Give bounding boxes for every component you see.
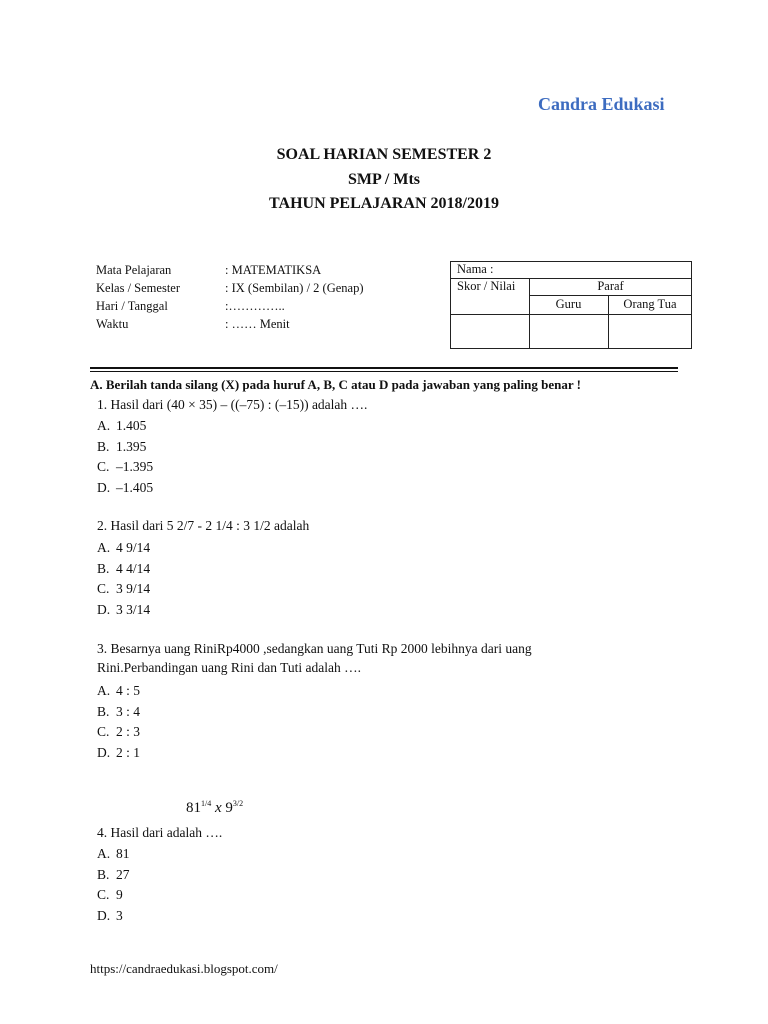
q2-option-a: A. 4 9/14 [97,540,151,555]
info-value-class: : IX (Sembilan) / 2 (Genap) [225,281,364,295]
info-value-date: :………….. [225,299,285,313]
info-label-subject: Mata Pelajaran [96,263,172,277]
question-2: 2. Hasil dari 5 2/7 - 2 1/4 : 3 1/2 adalah [97,518,310,533]
info-label-date: Hari / Tanggal [96,299,168,313]
doc-title: SOAL HARIAN SEMESTER 2 [276,146,492,163]
question-3: 3. Besarnya uang RiniRp4000 ,sedangkan uang Tuti Rp 2000 lebihnya dari uang [97,641,532,656]
info-label-class: Kelas / Semester [96,281,181,295]
question-4: 4. Hasil dari adalah …. [97,825,223,840]
q1-option-a: A. 1.405 [97,418,147,433]
q4-option-d: D. 3 [97,908,123,923]
score-value-label: Skor / Nilai [457,279,516,293]
orang-tua-label: Orang Tua [623,297,677,311]
instruction: A. Berilah tanda silang (X) pada huruf A, B, C atau D pada jawaban yang paling benar ! [90,377,581,392]
info-label-time: Waktu [96,317,129,331]
footer-url-link[interactable]: https://candraedukasi.blogspot.com/ [90,961,278,976]
q4-option-a: A. 81 [97,846,130,861]
q1-option-b: B. 1.395 [97,439,147,454]
question-1: 1. Hasil dari (40 × 35) – ((–75) : (–15)) adalah …. [97,397,368,412]
q3-option-b: B. 3 : 4 [97,704,141,719]
info-value-subject: : MATEMATIKSA [225,263,322,277]
q3-option-a: A. 4 : 5 [97,683,141,698]
q2-option-c: C. 3 9/14 [97,581,151,596]
q3-option-c: C. 2 : 3 [97,724,141,739]
q4-math-expression: $81^{1/4}$ x $9^{3/2}$ [186,799,244,816]
paraf-label: Paraf [597,279,624,293]
q4-option-b: B. 27 [97,867,130,882]
divider-thin [90,371,678,372]
score-box [450,261,692,349]
q3-option-d: D. 2 : 1 [97,745,141,760]
doc-subtitle-year: TAHUN PELAJARAN 2018/2019 [269,195,499,212]
doc-subtitle-level: SMP / Mts [348,171,420,188]
q1-option-c: C. –1.395 [97,459,154,474]
info-value-time: : …… Menit [225,317,290,331]
brand-title: Candra Edukasi [538,94,665,114]
question-3-cont: Rini.Perbandingan uang Rini dan Tuti adalah …. [97,660,361,675]
divider-thick [90,367,678,369]
guru-label: Guru [555,297,582,311]
q2-option-d: D. 3 3/14 [97,602,151,617]
q4-option-c: C. 9 [97,887,123,902]
q1-option-d: D. –1.405 [97,480,154,495]
score-name-label: Nama : [457,262,494,276]
q2-option-b: B. 4 4/14 [97,561,151,576]
